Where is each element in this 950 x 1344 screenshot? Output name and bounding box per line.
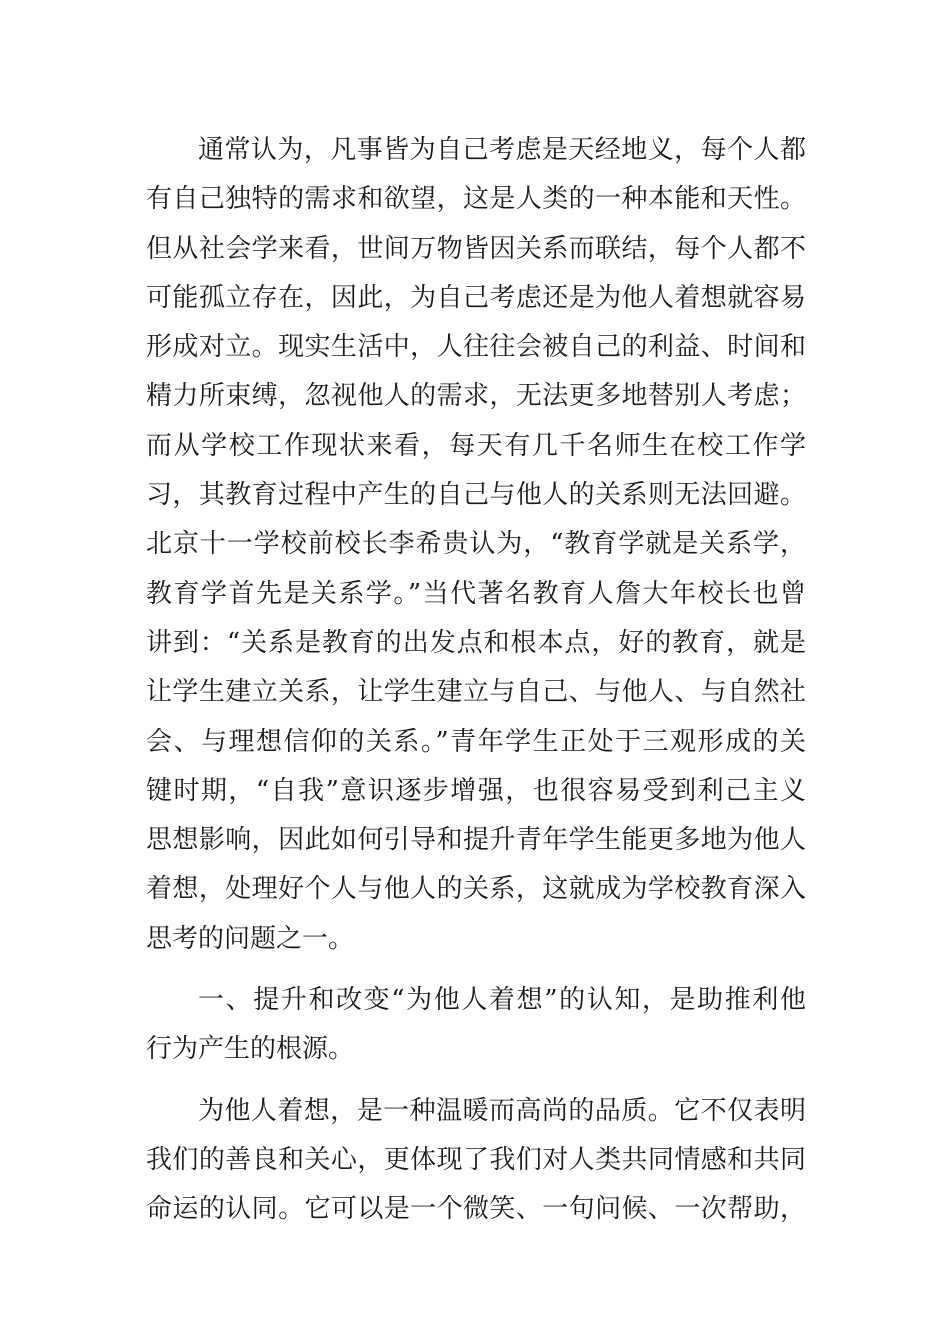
text-line: 会、与理想信仰的关系。”青年学生正处于三观形成的关 (146, 726, 806, 757)
text-line: 一、提升和改变“为他人着想”的认知，是助推利他 (198, 985, 806, 1016)
text-line: 着想，处理好个人与他人的关系，这就成为学校教育深入 (146, 874, 806, 905)
text-line: 形成对立。现实生活中，人往往会被自己的利益、时间和 (146, 332, 806, 363)
section-heading (146, 976, 806, 1075)
text-line: 而从学校工作现状来看，每天有几千名师生在校工作学 (146, 430, 806, 461)
text-line: 有自己独特的需求和欲望，这是人类的一种本能和天性。 (146, 184, 806, 215)
text-line: 讲到：“关系是教育的出发点和根本点，好的教育，就是 (146, 627, 806, 658)
text-line: 思想影响，因此如何引导和提升青年学生能更多地为他人 (146, 825, 806, 856)
text-line: 教育学首先是关系学。”当代著名教育人詹大年校长也曾 (146, 578, 806, 609)
text-line: 让学生建立关系，让学生建立与自己、与他人、与自然社 (146, 677, 806, 708)
paragraph-spacer (146, 964, 806, 976)
text-line: 通常认为，凡事皆为自己考虑是天经地义，每个人都 (198, 135, 806, 165)
text-line: 北京十一学校前校长李希贵认为，“教育学就是关系学， (146, 529, 806, 560)
text-line: 习，其教育过程中产生的自己与他人的关系则无法回避。 (146, 480, 806, 511)
paragraph-spacer (146, 1075, 806, 1087)
text-line: 思考的问题之一。 (146, 923, 355, 954)
text-line: 我们的善良和关心，更体现了我们对人类共同情感和共同 (146, 1144, 806, 1175)
text-line: 可能孤立存在，因此，为自己考虑还是为他人着想就容易 (146, 282, 806, 313)
text-line: 命运的认同。它可以是一个微笑、一句问候、一次帮助， (146, 1194, 806, 1225)
text-line: 行为产生的根源。 (146, 1034, 355, 1065)
text-line: 为他人着想，是一种温暖而高尚的品质。它不仅表明 (198, 1095, 806, 1126)
document-body (146, 126, 806, 1235)
text-line: 精力所束缚，忽视他人的需求，无法更多地替别人考虑； (146, 381, 806, 412)
text-line: 但从社会学来看，世间万物皆因关系而联结，每个人都不 (146, 233, 806, 264)
paragraph-body (146, 1087, 806, 1235)
text-line: 键时期，“自我”意识逐步增强，也很容易受到利己主义 (146, 775, 806, 806)
paragraph-intro (146, 126, 806, 964)
